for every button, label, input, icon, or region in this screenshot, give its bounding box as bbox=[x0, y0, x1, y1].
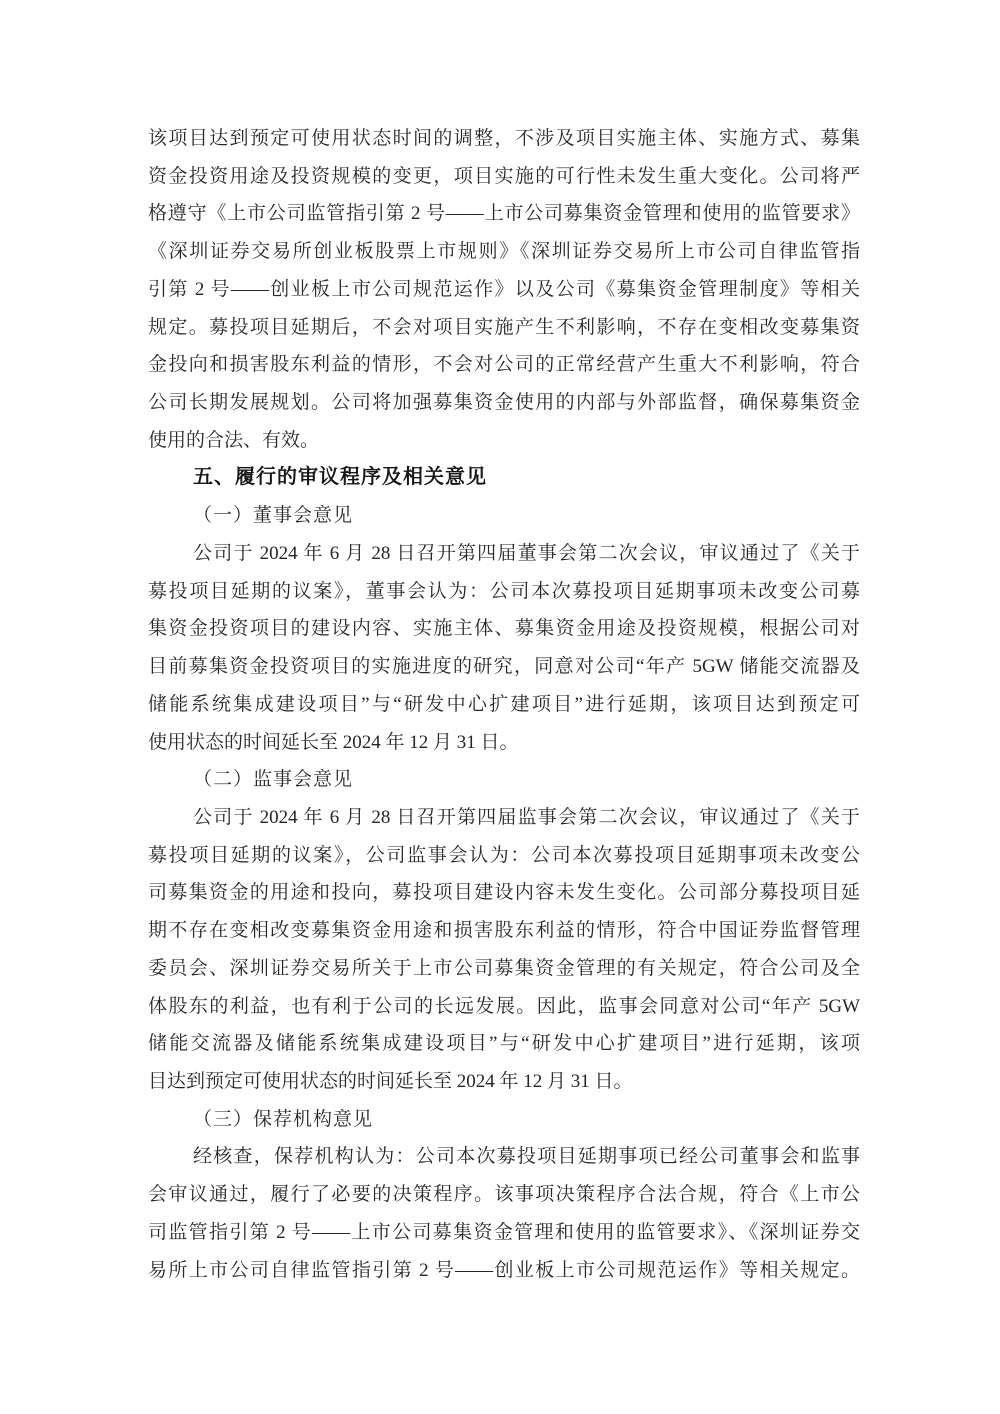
text-line: 该项目达到预定可使用状态时间的调整，不涉及项目实施主体、实施方式、募集 bbox=[148, 128, 860, 149]
text-line: 格遵守《上市公司监管指引第 2 号——上市公司募集资金管理和使用的监管要求》 bbox=[148, 203, 860, 225]
text-line: 使用的合法、有效。 bbox=[148, 429, 320, 451]
text-line: 募投项目延期的议案》，董事会认为：公司本次募投项目延期事项未改变公司募 bbox=[148, 580, 860, 602]
text-line: 《深圳证券交易所创业板股票上市规则》《深圳证券交易所上市公司自律监管指 bbox=[148, 241, 860, 263]
text-line: 公司于 2024 年 6 月 28 日召开第四届董事会第二次会议，审议通过了《关于 bbox=[193, 542, 860, 564]
text-line: 会审议通过，履行了必要的决策程序。该事项决策程序合法合规，符合《上市公 bbox=[148, 1184, 860, 1206]
paragraph-supervisory-opinion bbox=[148, 799, 860, 1101]
document-text-block bbox=[148, 120, 860, 1289]
text-line: 集资金投资项目的建设内容、实施主体、募集资金用途及投资规模，根据公司对 bbox=[148, 618, 860, 640]
subsection-heading-sponsor: （三）保荐机构意见 bbox=[193, 1108, 374, 1130]
text-line: 公司于 2024 年 6 月 28 日召开第四届监事会第二次会议，审议通过了《关于 bbox=[193, 806, 860, 828]
text-line: 目前募集资金投资项目的实施进度的研究，同意对公司“年产 5GW 储能交流器及 bbox=[148, 656, 860, 678]
text-line: 募投项目延期的议案》，公司监事会认为：公司本次募投项目延期事项未改变公 bbox=[148, 844, 860, 866]
text-line: 金投向和损害股东利益的情形，不会对公司的正常经营产生重大不利影响，符合 bbox=[148, 354, 860, 376]
text-line: 资金投资用途及投资规模的变更，项目实施的可行性未发生重大变化。公司将严 bbox=[148, 165, 860, 187]
text-line: 目达到预定可使用状态的时间延长至 2024 年 12 月 31 日。 bbox=[148, 1070, 633, 1092]
subsection-heading-supervisory: （二）监事会意见 bbox=[193, 769, 354, 791]
text-line: 司募集资金的用途和投向，募投项目建设内容未发生变化。公司部分募投项目延 bbox=[148, 882, 860, 904]
text-line: 体股东的利益，也有利于公司的长远发展。因此，监事会同意对公司“年产 5GW bbox=[148, 995, 860, 1017]
text-line: 易所上市公司自律监管指引第 2 号——创业板上市公司规范运作》等相关规定。 bbox=[148, 1259, 860, 1281]
text-line: 规定。募投项目延期后，不会对项目实施产生不利影响，不存在变相改变募集资 bbox=[148, 316, 860, 338]
text-line: 委员会、深圳证券交易所关于上市公司募集资金管理的有关规定，符合公司及全 bbox=[148, 957, 860, 979]
text-line: 使用状态的时间延长至 2024 年 12 月 31 日。 bbox=[148, 731, 519, 753]
text-line: 司监管指引第 2 号——上市公司募集资金管理和使用的监管要求》、《深圳证券交 bbox=[148, 1221, 860, 1243]
section-heading-5: 五、履行的审议程序及相关意见 bbox=[193, 466, 487, 489]
paragraph-project-adjustment bbox=[148, 120, 860, 459]
paragraph-board-opinion bbox=[148, 535, 860, 761]
text-line: 公司长期发展规划。公司将加强募集资金使用的内部与外部监督，确保募集资金 bbox=[148, 392, 860, 414]
text-line: 储能交流器及储能系统集成建设项目”与“研发中心扩建项目”进行延期，该项 bbox=[148, 1033, 860, 1055]
subsection-heading-board: （一）董事会意见 bbox=[193, 505, 354, 527]
text-line: 经核查，保荐机构认为：公司本次募投项目延期事项已经公司董事会和监事 bbox=[193, 1146, 860, 1168]
text-line: 期不存在变相改变募集资金用途和损害股东利益的情形，符合中国证券监督管理 bbox=[148, 920, 860, 942]
text-line: 储能系统集成建设项目”与“研发中心扩建项目”进行延期，该项目达到预定可 bbox=[148, 693, 860, 715]
text-line: 引第 2 号——创业板上市公司规范运作》以及公司《募集资金管理制度》等相关 bbox=[148, 278, 860, 300]
paragraph-sponsor-opinion bbox=[148, 1138, 860, 1289]
